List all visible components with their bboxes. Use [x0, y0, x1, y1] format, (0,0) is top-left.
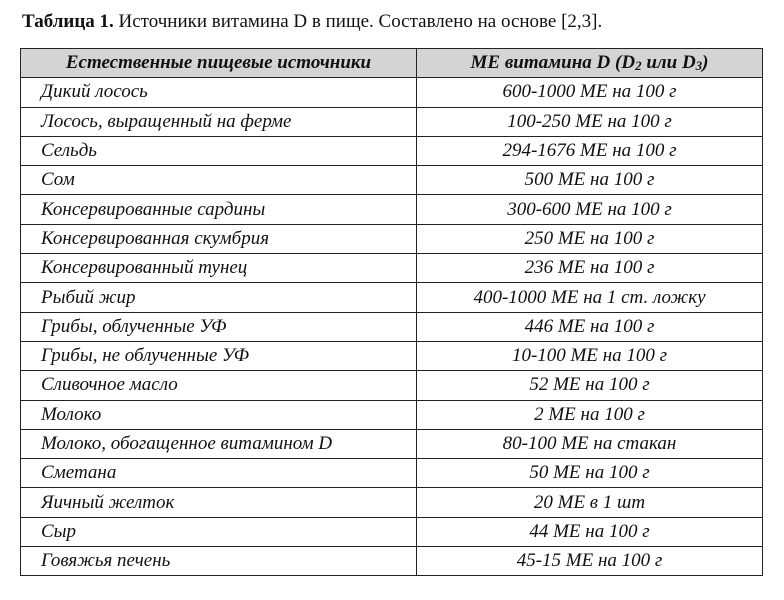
- header-amount: [417, 49, 763, 78]
- table-row: [21, 517, 763, 546]
- food-source-cell: Сыр: [21, 517, 417, 546]
- food-source-cell: Лосось, выращенный на ферме: [21, 107, 417, 136]
- food-source-cell: Сливочное масло: [21, 371, 417, 400]
- vitamin-d-table: [20, 48, 763, 576]
- table-header-row: [21, 49, 763, 78]
- table-row: [21, 224, 763, 253]
- vitamin-amount-cell: 300-600 МЕ на 100 г: [417, 195, 763, 224]
- header-amount-suffix: ): [702, 52, 709, 74]
- vitamin-amount-cell: 20 МЕ в 1 шт: [417, 488, 763, 517]
- table-row: [21, 459, 763, 488]
- table-row: [21, 254, 763, 283]
- food-source-cell: Консервированные сардины: [21, 195, 417, 224]
- vitamin-amount-cell: 80-100 МЕ на стакан: [417, 429, 763, 458]
- vitamin-amount-cell: 236 МЕ на 100 г: [417, 254, 763, 283]
- header-amount-middle: или D: [641, 52, 696, 74]
- food-source-cell: Яичный желток: [21, 488, 417, 517]
- vitamin-amount-cell: 250 МЕ на 100 г: [417, 224, 763, 253]
- table-row: [21, 107, 763, 136]
- food-source-cell: Дикий лосось: [21, 78, 417, 107]
- food-source-cell: Сельдь: [21, 136, 417, 165]
- table-row: [21, 488, 763, 517]
- food-source-cell: Сметана: [21, 459, 417, 488]
- food-source-cell: Консервированная скумбрия: [21, 224, 417, 253]
- table-body: [21, 78, 763, 576]
- table-row: [21, 312, 763, 341]
- vitamin-amount-cell: 100-250 МЕ на 100 г: [417, 107, 763, 136]
- caption-text: Источники витамина D в пище. Составлено на основе [2,3].: [113, 11, 603, 32]
- food-source-cell: Грибы, облученные УФ: [21, 312, 417, 341]
- vitamin-amount-cell: 44 МЕ на 100 г: [417, 517, 763, 546]
- food-source-cell: Грибы, не облученные УФ: [21, 341, 417, 370]
- table-row: [21, 78, 763, 107]
- vitamin-amount-cell: 45-15 МЕ на 100 г: [417, 547, 763, 576]
- vitamin-amount-cell: 52 МЕ на 100 г: [417, 371, 763, 400]
- header-source: Естественные пищевые источники: [21, 49, 417, 78]
- food-source-cell: Говяжья печень: [21, 547, 417, 576]
- vitamin-amount-cell: 2 МЕ на 100 г: [417, 400, 763, 429]
- header-sub-3: 3: [695, 58, 703, 74]
- table-row: [21, 371, 763, 400]
- table-row: [21, 341, 763, 370]
- food-source-cell: Сом: [21, 166, 417, 195]
- vitamin-amount-cell: 50 МЕ на 100 г: [417, 459, 763, 488]
- vitamin-amount-cell: 10-100 МЕ на 100 г: [417, 341, 763, 370]
- table-row: [21, 136, 763, 165]
- table-row: [21, 547, 763, 576]
- table-row: [21, 400, 763, 429]
- table-caption: [22, 10, 602, 34]
- table-row: [21, 195, 763, 224]
- header-sub-2: 2: [635, 58, 642, 74]
- food-source-cell: Молоко: [21, 400, 417, 429]
- food-source-cell: Молоко, обогащенное витамином D: [21, 429, 417, 458]
- vitamin-amount-cell: 446 МЕ на 100 г: [417, 312, 763, 341]
- table-row: [21, 429, 763, 458]
- table-row: [21, 283, 763, 312]
- table-row: [21, 166, 763, 195]
- header-amount-prefix: МЕ витамина D (D: [470, 52, 636, 74]
- food-source-cell: Рыбий жир: [21, 283, 417, 312]
- vitamin-amount-cell: 600-1000 МЕ на 100 г: [417, 78, 763, 107]
- caption-label: Таблица 1.: [22, 11, 114, 32]
- vitamin-amount-cell: 294-1676 МЕ на 100 г: [417, 136, 763, 165]
- vitamin-amount-cell: 400-1000 МЕ на 1 ст. ложку: [417, 283, 763, 312]
- vitamin-amount-cell: 500 МЕ на 100 г: [417, 166, 763, 195]
- food-source-cell: Консервированный тунец: [21, 254, 417, 283]
